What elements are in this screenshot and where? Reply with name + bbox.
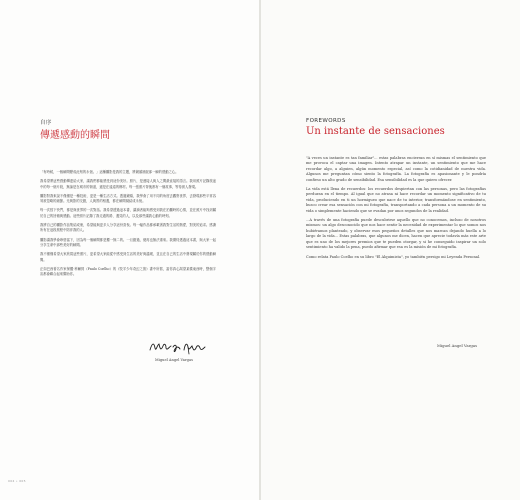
body-text-zh — [40, 170, 216, 281]
paragraph: 攝影對我來說不僅僅是一種技術，更是一種生活方式。透過鏡頭，我學會了用不同的角度去觀察世界，去發現那些平常容易被忽略的細節。光與影的交錯，人與景的相遇，都在瞬間凝結成永恆。 — [40, 193, 216, 204]
paragraph: ...A través de una fotografía puede descubrirse aquello que no conocemos, incluso de nosotros mismos: un algo desconocido que nos hace sentir la necesidad de experimentar lo que somos nos hubiéramos planteado, y observar esos pequeños detalles que nos marcan dejando huella a lo largo de la vida... Estas palabras, que algunos me dicen, hacen que aprecie todavía más este arte que es uno de los mejores premios que te pueden otorgar, y si he conseguido inspirar un solo sentimiento ha valido la pena, puedo afirmar que esa es la misión de mi fotografía. — [306, 218, 486, 250]
page-folio: 004 • 005 — [8, 479, 26, 483]
paragraph: 正如巴西著名作家保羅·科爾賀（Paulo Coelho）的《牧羊少年奇幻之旅》書中所寫，當你真心渴望某樣東西時，整個宇宙都會聯合起來幫助你。 — [40, 266, 216, 277]
paragraph: 「有時候，一個瞬間變成此刻的永恆。」這種攝影是我的主題，將鏡頭捕捉那一瞬的感動之心。 — [40, 170, 179, 174]
paragraph: 攝影讓我學會珍惜當下，因為每一個瞬間都是獨一無二的。一旦錯過，便再也無法重來。我期待透過這本書，與大家一起分享生命中那些美好的瞬間。 — [40, 237, 216, 247]
signer-name-right: Miguel Angel Vargas — [437, 343, 478, 348]
left-page-chinese — [0, 0, 259, 500]
signer-name-left: Miguel Angel Vargas — [155, 358, 193, 362]
section-label-zh: 自序 — [40, 120, 52, 126]
paragraph: 每一次按下快門，都是與世界的一次對話。我希望透過這本書，讓讀者能夠感受到我在拍攝時的心情，並在照片中找到屬於自己的回憶與感動。這些照片記錄了我走過的路、遇見的人，以及那些讓我心動的時刻。 — [40, 208, 216, 218]
paragraph: Como relata Paulo Coelho en su libro "El Alquimista", yo también persigo mi Leyenda Personal. — [306, 254, 481, 259]
paragraph: La vida está llena de recuerdos: los recuerdos despiertan con las personas, pero las fotografías perduran en el tiempo. Al igual que no atrasa ni hace recordar un momento significativo de tu vida, produciendo en ti un hormigueo que nace de tu interior, transformándose en sentimiento, busco crear esa sensación con mi fotografía, transportando a cada persona a un momento de su vida o simplemente haciendo que se evadan por unos segundos de la realidad. — [306, 187, 486, 213]
right-page-spanish — [261, 0, 520, 500]
section-label-es: FOREWORDS — [306, 118, 346, 124]
page-title-es: Un instante de sensaciones — [306, 126, 445, 137]
paragraph: "A veces un instante es tan familiar"... estas palabras encierran en sí mismas el sentimiento que me provoca el captar una imagen. Intento atrapar un instante, un sentimiento que me hace recordar algo, a alguien, algún momento especial, así como la cotidianidad de nuestra vida. Algunos me preguntan cómo siento la fotografía. La fotografía es apasionante y le pondría confieso un alto grado de sensibilidad. Esa sensibilidad es la que quiero ofrecer. — [306, 156, 486, 182]
body-text-es — [306, 156, 486, 264]
paragraph: 我將自己的攝影作品集結成冊，希望能與更多人分享這份喜悅。每一幅作品都承載著我對生活的熱愛，對美的追求。感謝所有在這段旅程中陪伴我的人。 — [40, 223, 216, 233]
page-title-zh: 傳遞感動的瞬間 — [40, 130, 110, 141]
paragraph: 我希望將這些感動傳達給大家，讓我們都能感受到這份美好。照片，是連接人與人之間最直接的語言。我用照片記錄旅途中的每一個片段，無論是在城市的街道，還是在遙遠的鄉村。每一張照片背後都有一個故事，等待被人發現。 — [40, 179, 216, 189]
handwritten-signature — [148, 339, 208, 355]
paragraph: 我不僅僅希望大家欣賞這些照片，更希望大家能從中感受到生活的美好與溫暖，並且在自己的生活中發現屬於你的感動瞬間。 — [40, 252, 216, 262]
